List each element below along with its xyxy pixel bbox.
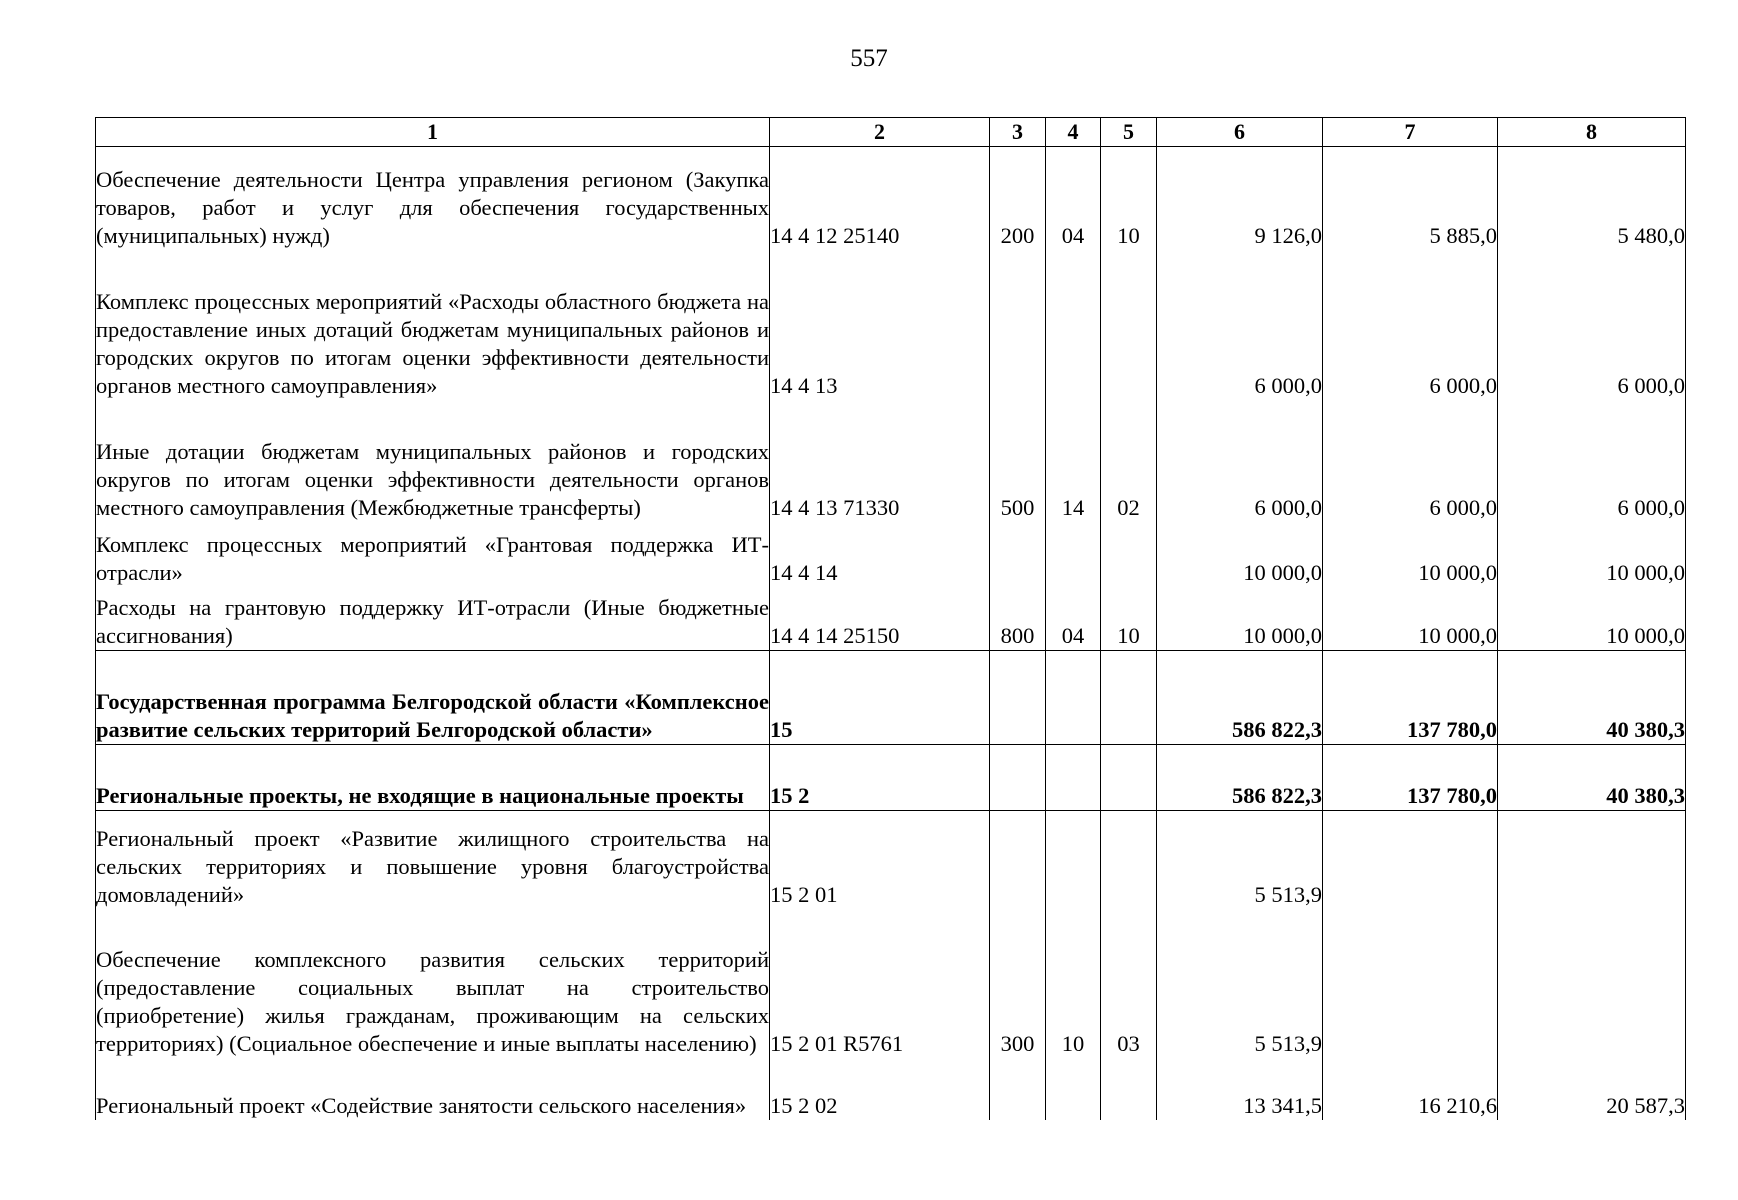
row-year3: 6 000,0 [1498, 400, 1686, 522]
row-year2: 6 000,0 [1323, 400, 1498, 522]
table-row [96, 745, 1686, 811]
row-code: 15 2 [770, 745, 990, 811]
row-pr [1101, 651, 1157, 745]
row-vr [990, 651, 1046, 745]
row-name: Обеспечение комплексного развития сельских территорий (предоставление социальных выплат на строительство (приобретение) жилья гражданам, проживающим на сельских территориях) (Социальное обеспечение и иные выплаты населению) [96, 909, 770, 1058]
row-year1: 586 822,3 [1157, 651, 1323, 745]
row-pr: 02 [1101, 400, 1157, 522]
row-year1: 6 000,0 [1157, 250, 1323, 400]
row-year3 [1498, 811, 1686, 909]
row-name: Региональный проект «Развитие жилищного строительства на сельских территориях и повышение уровня благоустройства домовладений» [96, 811, 770, 909]
row-year2: 5 885,0 [1323, 147, 1498, 250]
row-pr: 10 [1101, 587, 1157, 651]
row-year1: 5 513,9 [1157, 811, 1323, 909]
row-code: 15 2 01 [770, 811, 990, 909]
table-row [96, 909, 1686, 1058]
row-name: Региональные проекты, не входящие в национальные проекты [96, 745, 770, 811]
row-year3: 40 380,3 [1498, 745, 1686, 811]
row-vr [990, 1058, 1046, 1120]
row-year1: 10 000,0 [1157, 587, 1323, 651]
row-year1: 13 341,5 [1157, 1058, 1323, 1120]
row-code: 14 4 13 71330 [770, 400, 990, 522]
row-rz [1046, 250, 1101, 400]
table-row [96, 147, 1686, 250]
row-code: 15 [770, 651, 990, 745]
column-header-8: 8 [1498, 118, 1686, 147]
table-row [96, 400, 1686, 522]
table-row [96, 1058, 1686, 1120]
row-name: Государственная программа Белгородской области «Комплексное развитие сельских территорий Белгородской области» [96, 651, 770, 745]
row-rz: 04 [1046, 147, 1101, 250]
column-header-3: 3 [990, 118, 1046, 147]
row-vr [990, 811, 1046, 909]
row-code: 14 4 14 25150 [770, 587, 990, 651]
column-header-5: 5 [1101, 118, 1157, 147]
row-year3 [1498, 909, 1686, 1058]
row-pr [1101, 1058, 1157, 1120]
row-year1: 5 513,9 [1157, 909, 1323, 1058]
row-name: Комплекс процессных мероприятий «Грантовая поддержка ИТ-отрасли» [96, 522, 770, 587]
row-rz [1046, 651, 1101, 745]
header-row [96, 118, 1686, 147]
row-year1: 586 822,3 [1157, 745, 1323, 811]
row-vr [990, 250, 1046, 400]
row-year3: 6 000,0 [1498, 250, 1686, 400]
row-code: 14 4 12 25140 [770, 147, 990, 250]
row-rz: 14 [1046, 400, 1101, 522]
column-header-6: 6 [1157, 118, 1323, 147]
row-year3: 20 587,3 [1498, 1058, 1686, 1120]
row-code: 14 4 14 [770, 522, 990, 587]
row-year1: 6 000,0 [1157, 400, 1323, 522]
row-year2: 137 780,0 [1323, 651, 1498, 745]
column-header-2: 2 [770, 118, 990, 147]
row-vr [990, 745, 1046, 811]
budget-table [95, 117, 1686, 1120]
page-number: 557 [850, 45, 888, 72]
row-year1: 9 126,0 [1157, 147, 1323, 250]
row-year3: 10 000,0 [1498, 587, 1686, 651]
row-code: 15 2 01 R5761 [770, 909, 990, 1058]
row-year2 [1323, 909, 1498, 1058]
column-header-1: 1 [96, 118, 770, 147]
row-vr: 800 [990, 587, 1046, 651]
row-vr: 200 [990, 147, 1046, 250]
row-name: Комплекс процессных мероприятий «Расходы областного бюджета на предоставление иных дотаций бюджетам муниципальных районов и городских округов по итогам оценки эффективности деятельности органов местного самоуправления» [96, 250, 770, 400]
row-year2: 16 210,6 [1323, 1058, 1498, 1120]
row-rz [1046, 811, 1101, 909]
row-year2: 10 000,0 [1323, 522, 1498, 587]
row-pr: 10 [1101, 147, 1157, 250]
row-pr [1101, 522, 1157, 587]
table-row [96, 587, 1686, 651]
row-pr [1101, 811, 1157, 909]
row-vr: 300 [990, 909, 1046, 1058]
row-rz [1046, 1058, 1101, 1120]
row-year3: 10 000,0 [1498, 522, 1686, 587]
row-year2 [1323, 811, 1498, 909]
table-row [96, 522, 1686, 587]
column-header-7: 7 [1323, 118, 1498, 147]
row-year1: 10 000,0 [1157, 522, 1323, 587]
row-year2: 137 780,0 [1323, 745, 1498, 811]
row-rz: 10 [1046, 909, 1101, 1058]
row-rz [1046, 522, 1101, 587]
row-year2: 10 000,0 [1323, 587, 1498, 651]
row-year3: 5 480,0 [1498, 147, 1686, 250]
row-name: Обеспечение деятельности Центра управления регионом (Закупка товаров, работ и услуг для обеспечения государственных (муниципальных) нужд) [96, 147, 770, 250]
row-name: Региональный проект «Содействие занятости сельского населения» [96, 1058, 770, 1120]
row-year2: 6 000,0 [1323, 250, 1498, 400]
row-name: Расходы на грантовую поддержку ИТ-отрасли (Иные бюджетные ассигнования) [96, 587, 770, 651]
row-pr [1101, 250, 1157, 400]
row-pr: 03 [1101, 909, 1157, 1058]
row-vr: 500 [990, 400, 1046, 522]
row-pr [1101, 745, 1157, 811]
table-row [96, 651, 1686, 745]
row-year3: 40 380,3 [1498, 651, 1686, 745]
row-code: 14 4 13 [770, 250, 990, 400]
row-vr [990, 522, 1046, 587]
row-code: 15 2 02 [770, 1058, 990, 1120]
row-name: Иные дотации бюджетам муниципальных районов и городских округов по итогам оценки эффективности деятельности органов местного самоуправления (Межбюджетные трансферты) [96, 400, 770, 522]
column-header-4: 4 [1046, 118, 1101, 147]
table-row [96, 250, 1686, 400]
row-rz [1046, 745, 1101, 811]
row-rz: 04 [1046, 587, 1101, 651]
table-row [96, 811, 1686, 909]
